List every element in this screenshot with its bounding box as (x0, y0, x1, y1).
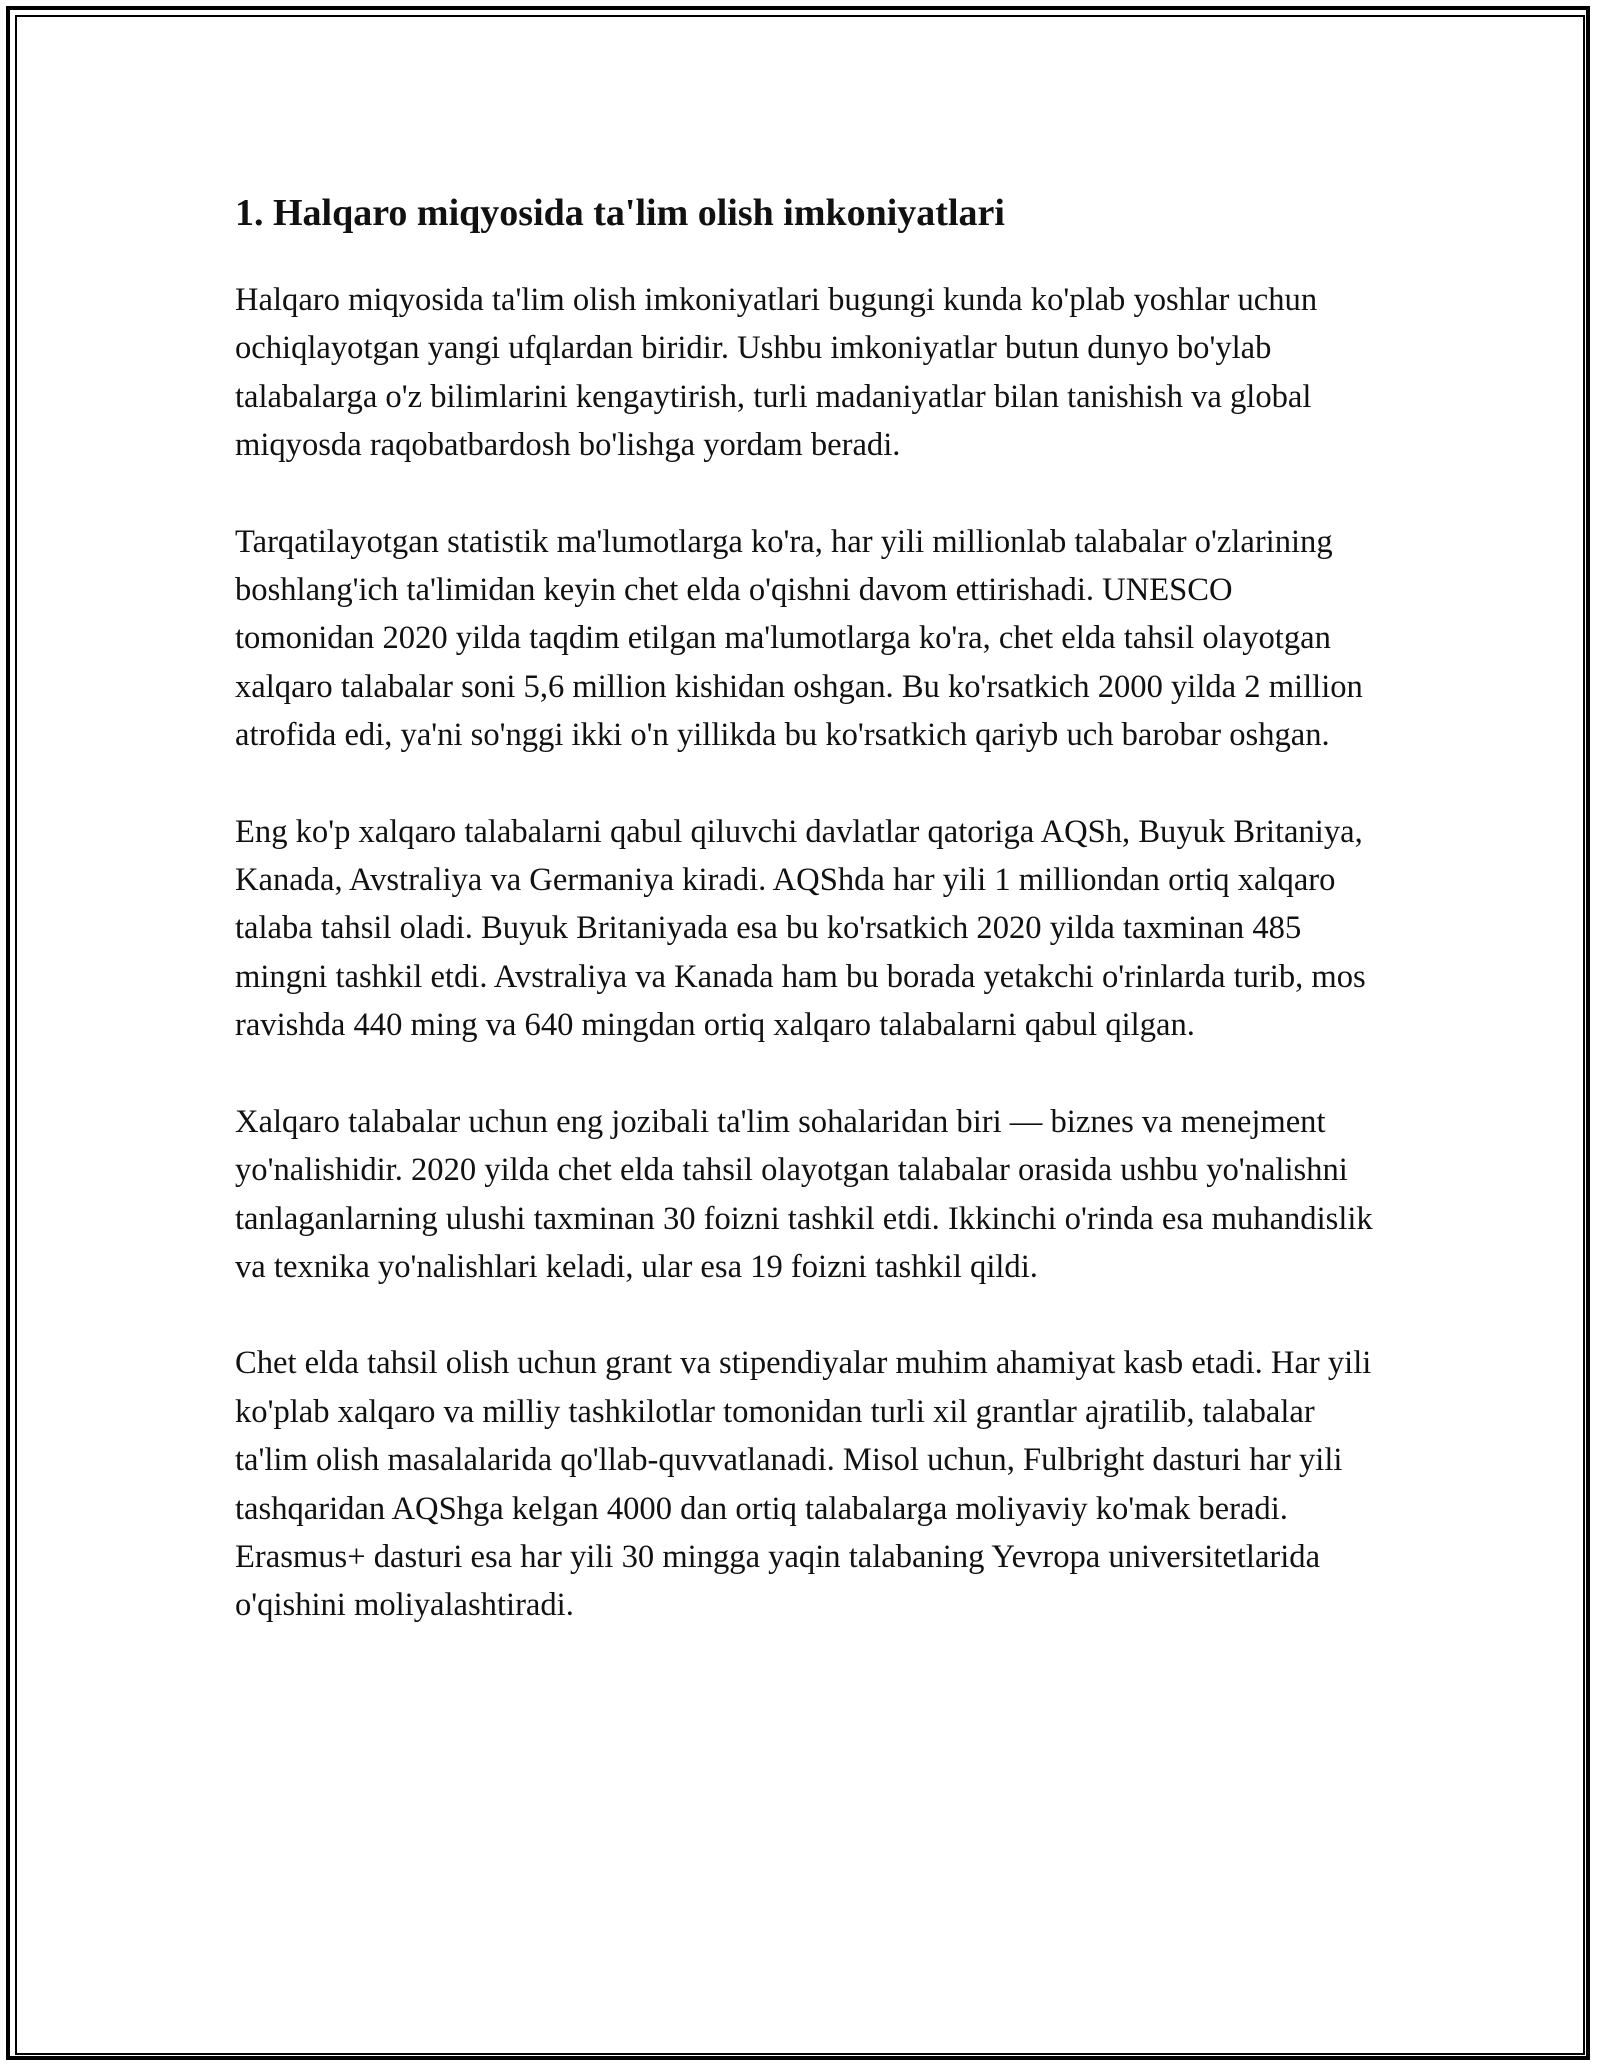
paragraph-host-countries: Eng ko'p xalqaro talabalarni qabul qiluvchi davlatlar qatoriga AQSh, Buyuk Britaniya, Kanada, Avstraliya va Germaniya kiradi. AQShda har yili 1 milliondan ortiq xalqaro talaba tahsil oladi. Buyuk Britaniyada esa bu ko'rsatkich 2020 yilda taxminan 485 mingni tashkil etdi. Avstraliya va Kanada ham bu borada yetakchi o'rinlarda turib, mos ravishda 440 ming va 640 mingdan ortiq xalqaro talabalarni qabul qilgan. (235, 813, 1366, 1044)
paragraph-statistics: Tarqatilayotgan statistik ma'lumotlarga ko'ra, har yili millionlab talabalar o'zlarining boshlang'ich ta'limidan keyin chet elda o'qishni davom ettirishadi. UNESCO tomonidan 2020 yilda taqdim etilgan ma'lumotlarga ko'ra, chet elda tahsil olayotgan xalqaro talabalar soni 5,6 million kishidan oshgan. Bu ko'rsatkich 2000 yilda 2 million atrofida edi, ya'ni so'nggi ikki o'n yillikda bu ko'rsatkich qariyb uch barobar oshgan. (235, 523, 1363, 754)
paragraph-intro: Halqaro miqyosida ta'lim olish imkoniyatlari bugungi kunda ko'plab yoshlar uchun ochiqlayotgan yangi ufqlardan biridir. Ushbu imkoniyatlar butun dunyo bo'ylab talabalarga o'z bilimlarini kengaytirish, turli madaniyatlar bilan tanishish va global miqyosda raqobatbardosh bo'lishga yordam beradi. (235, 282, 1318, 464)
document-body (235, 180, 1375, 1630)
section-heading: 1. Halqaro miqyosida ta'lim olish imkoniyatlari (235, 192, 1005, 234)
paragraph-fields-of-study: Xalqaro talabalar uchun eng jozibali ta'lim sohalaridan biri — biznes va menejment yo'nalishidir. 2020 yilda chet elda tahsil olayotgan talabalar orasida ushbu yo'nalishni tanlaganlarning ulushi taxminan 30 foizni tashkil etdi. Ikkinchi o'rinda esa muhandislik va texnika yo'nalishlari keladi, ular esa 19 foizni tashkil qildi. (235, 1103, 1373, 1285)
paragraph-grants: Chet elda tahsil olish uchun grant va stipendiyalar muhim ahamiyat kasb etadi. Har yili ko'plab xalqaro va milliy tashkilotlar tomonidan turli xil grantlar ajratilib, talabalar ta'lim olish masalalarida qo'llab-quvvatlanadi. Misol uchun, Fulbright dasturi har yili tashqaridan AQShga kelgan 4000 dan ortiq talabalarga moliyaviy ko'mak beradi. Erasmus+ dasturi esa har yili 30 mingga yaqin talabaning Yevropa universitetlarida o'qishini moliyalashtiradi. (235, 1345, 1372, 1624)
